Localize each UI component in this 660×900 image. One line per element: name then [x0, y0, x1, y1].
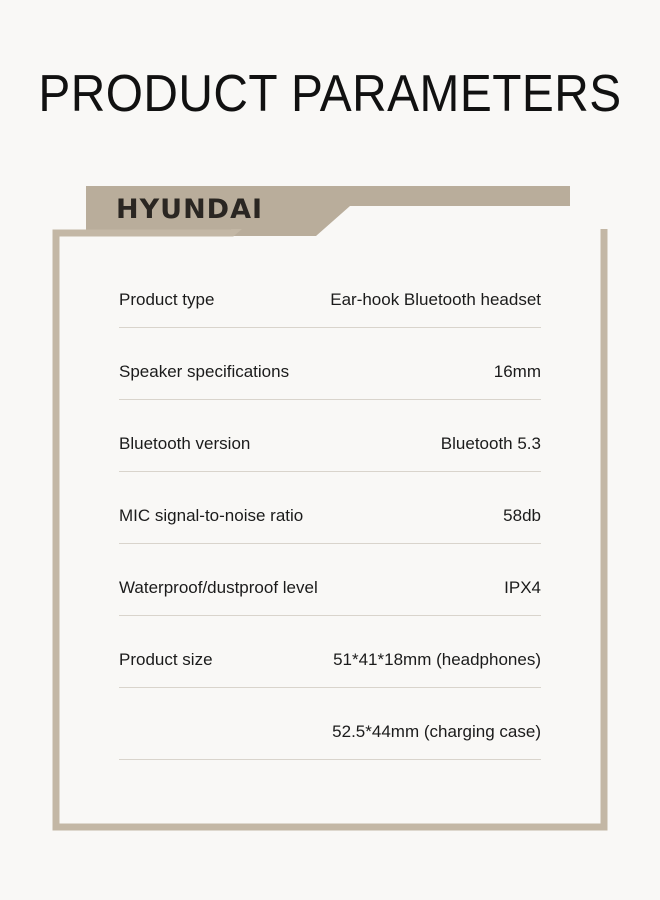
- param-value: IPX4: [504, 578, 541, 597]
- table-row: [119, 481, 541, 544]
- param-value: Bluetooth 5.3: [440, 434, 541, 453]
- parameter-table: [119, 265, 541, 769]
- page-title: PRODUCT PARAMETERS: [38, 65, 622, 123]
- table-row: [119, 553, 541, 616]
- param-label: Waterproof/dustproof level: [119, 578, 318, 597]
- param-label: Bluetooth version: [119, 434, 251, 453]
- brand-logo-text: HYUNDAI: [116, 194, 264, 225]
- param-label: Speaker specifications: [119, 362, 290, 381]
- param-value: Ear-hook Bluetooth headset: [330, 290, 541, 309]
- param-label: MIC signal-to-noise ratio: [119, 506, 304, 525]
- param-label: Product size: [119, 650, 213, 669]
- table-row: [119, 337, 541, 400]
- param-label: Product type: [119, 290, 215, 309]
- param-value: 51*41*18mm (headphones): [333, 650, 541, 669]
- param-value: 16mm: [493, 362, 541, 381]
- table-row: [119, 625, 541, 688]
- table-row: [119, 409, 541, 472]
- table-row: [119, 265, 541, 328]
- param-value: 52.5*44mm (charging case): [332, 722, 541, 741]
- table-row: [119, 697, 541, 760]
- param-value: 58db: [503, 506, 541, 525]
